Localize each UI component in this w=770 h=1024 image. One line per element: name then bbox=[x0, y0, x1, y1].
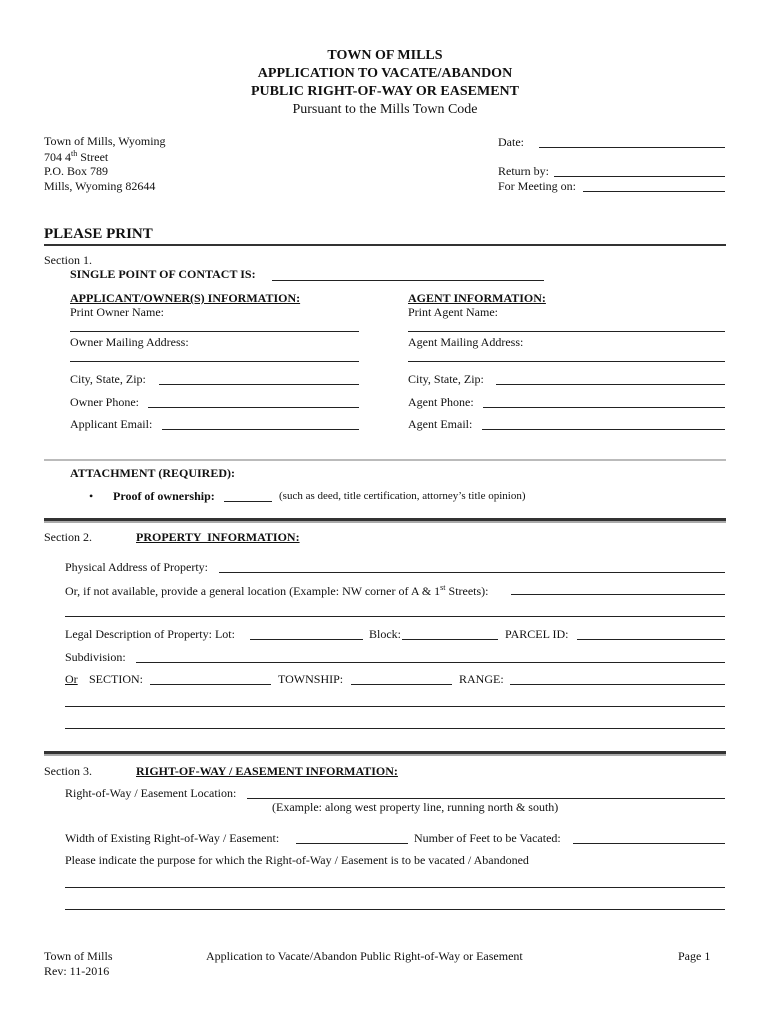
divider bbox=[44, 459, 726, 461]
agent-name-label: Print Agent Name: bbox=[408, 305, 498, 319]
applicant-email-field[interactable] bbox=[162, 429, 359, 430]
subdivision-label: Subdivision: bbox=[65, 650, 126, 664]
physical-address-label: Physical Address of Property: bbox=[65, 560, 208, 574]
general-location-label: Or, if not available, provide a general location (Example: NW corner of A & 1st Streets): bbox=[65, 583, 489, 598]
meeting-field[interactable] bbox=[583, 191, 725, 192]
owner-mailing-field[interactable] bbox=[70, 361, 359, 362]
agent-mailing-label: Agent Mailing Address: bbox=[408, 335, 524, 349]
section3-label: Section 3. bbox=[44, 764, 92, 778]
owner-mailing-label: Owner Mailing Address: bbox=[70, 335, 189, 349]
owner-city-label: City, State, Zip: bbox=[70, 372, 146, 386]
agent-email-field[interactable] bbox=[482, 429, 725, 430]
block-label: Block: bbox=[369, 627, 401, 641]
owner-info-heading: APPLICANT/OWNER(S) INFORMATION: bbox=[70, 291, 301, 305]
owner-name-label: Print Owner Name: bbox=[70, 305, 164, 319]
row-width-field[interactable] bbox=[296, 843, 408, 844]
proof-of-ownership-field[interactable] bbox=[224, 501, 272, 502]
agent-phone-label: Agent Phone: bbox=[408, 395, 474, 409]
section1-label: Section 1. bbox=[44, 253, 92, 267]
footer-form-title: Application to Vacate/Abandon Public Right-of-Way or Easement bbox=[206, 949, 523, 963]
parcel-id-field[interactable] bbox=[577, 639, 725, 640]
range-field[interactable] bbox=[510, 684, 725, 685]
row-easement-heading: RIGHT-OF-WAY / EASEMENT INFORMATION: bbox=[136, 764, 398, 778]
section2-label: Section 2. bbox=[44, 530, 92, 544]
purpose-field-2[interactable] bbox=[65, 909, 725, 910]
legal-description-label: Legal Description of Property: Lot: bbox=[65, 627, 235, 641]
agent-email-label: Agent Email: bbox=[408, 417, 473, 431]
owner-name-field[interactable] bbox=[70, 331, 359, 332]
row-location-example: (Example: along west property line, running north & south) bbox=[272, 800, 559, 814]
agent-info-heading: AGENT INFORMATION: bbox=[408, 291, 546, 305]
lot-field[interactable] bbox=[250, 639, 363, 640]
single-point-contact-field[interactable] bbox=[272, 280, 544, 281]
township-field[interactable] bbox=[351, 684, 452, 685]
divider-shadow bbox=[44, 754, 726, 756]
general-location-field[interactable] bbox=[511, 594, 725, 595]
township-label: TOWNSHIP: bbox=[278, 672, 344, 686]
agent-name-field[interactable] bbox=[408, 331, 725, 332]
row-width-label: Width of Existing Right-of-Way / Easement: bbox=[65, 831, 280, 845]
feet-vacated-label: Number of Feet to be Vacated: bbox=[414, 831, 561, 845]
subdivision-field[interactable] bbox=[136, 662, 725, 663]
address-line-3: P.O. Box 789 bbox=[44, 164, 109, 178]
agent-phone-field[interactable] bbox=[483, 407, 725, 408]
applicant-email-label: Applicant Email: bbox=[70, 417, 153, 431]
purpose-label: Please indicate the purpose for which the Right-of-Way / Easement is to be vacated / Abandoned bbox=[65, 853, 529, 867]
meeting-label: For Meeting on: bbox=[498, 179, 576, 193]
divider-shadow bbox=[44, 521, 726, 523]
agent-city-field[interactable] bbox=[496, 384, 725, 385]
return-by-label: Return by: bbox=[498, 164, 549, 178]
proof-note: (such as deed, title certification, attorney’s title opinion) bbox=[279, 490, 526, 502]
feet-vacated-field[interactable] bbox=[573, 843, 725, 844]
owner-phone-label: Owner Phone: bbox=[70, 395, 139, 409]
date-label: Date: bbox=[498, 135, 524, 149]
proof-of-ownership-label: Proof of ownership: bbox=[113, 489, 215, 503]
address-line-1: Town of Mills, Wyoming bbox=[44, 134, 166, 148]
or-label: Or bbox=[65, 672, 78, 686]
range-label: RANGE: bbox=[459, 672, 504, 686]
footer-page-number: Page 1 bbox=[678, 949, 711, 963]
footer-revision: Rev: 11-2016 bbox=[44, 964, 110, 978]
footer-town: Town of Mills bbox=[44, 949, 113, 963]
title-line-2: APPLICATION TO VACATE/ABANDON bbox=[257, 66, 513, 81]
subtitle: Pursuant to the Mills Town Code bbox=[292, 102, 478, 117]
parcel-id-label: PARCEL ID: bbox=[505, 627, 569, 641]
title-line-3: PUBLIC RIGHT-OF-WAY OR EASEMENT bbox=[251, 84, 519, 99]
legal-description-extra-field[interactable] bbox=[65, 728, 725, 729]
block-field[interactable] bbox=[402, 639, 498, 640]
physical-address-field[interactable] bbox=[219, 572, 725, 573]
title-line-1: TOWN OF MILLS bbox=[327, 48, 443, 63]
attachment-heading: ATTACHMENT (REQUIRED): bbox=[70, 466, 236, 480]
general-location-field-2[interactable] bbox=[65, 616, 725, 617]
row-location-field[interactable] bbox=[247, 798, 725, 799]
owner-city-field[interactable] bbox=[159, 384, 359, 385]
legal-description-extra-field[interactable] bbox=[65, 706, 725, 707]
owner-phone-field[interactable] bbox=[148, 407, 359, 408]
row-location-label: Right-of-Way / Easement Location: bbox=[65, 786, 237, 800]
please-print-heading: PLEASE PRINT bbox=[44, 226, 153, 242]
single-point-contact-label: SINGLE POINT OF CONTACT IS: bbox=[70, 267, 256, 281]
divider bbox=[44, 244, 726, 246]
agent-city-label: City, State, Zip: bbox=[408, 372, 484, 386]
bullet-icon: • bbox=[89, 489, 94, 503]
section-field[interactable] bbox=[150, 684, 271, 685]
address-line-4: Mills, Wyoming 82644 bbox=[44, 179, 156, 193]
section-label: SECTION: bbox=[89, 672, 143, 686]
date-field[interactable] bbox=[539, 147, 725, 148]
purpose-field[interactable] bbox=[65, 887, 725, 888]
address-line-2: 704 4th Street bbox=[44, 149, 109, 164]
property-info-heading: PROPERTY INFORMATION: bbox=[136, 530, 300, 544]
return-by-field[interactable] bbox=[554, 176, 725, 177]
agent-mailing-field[interactable] bbox=[408, 361, 725, 362]
